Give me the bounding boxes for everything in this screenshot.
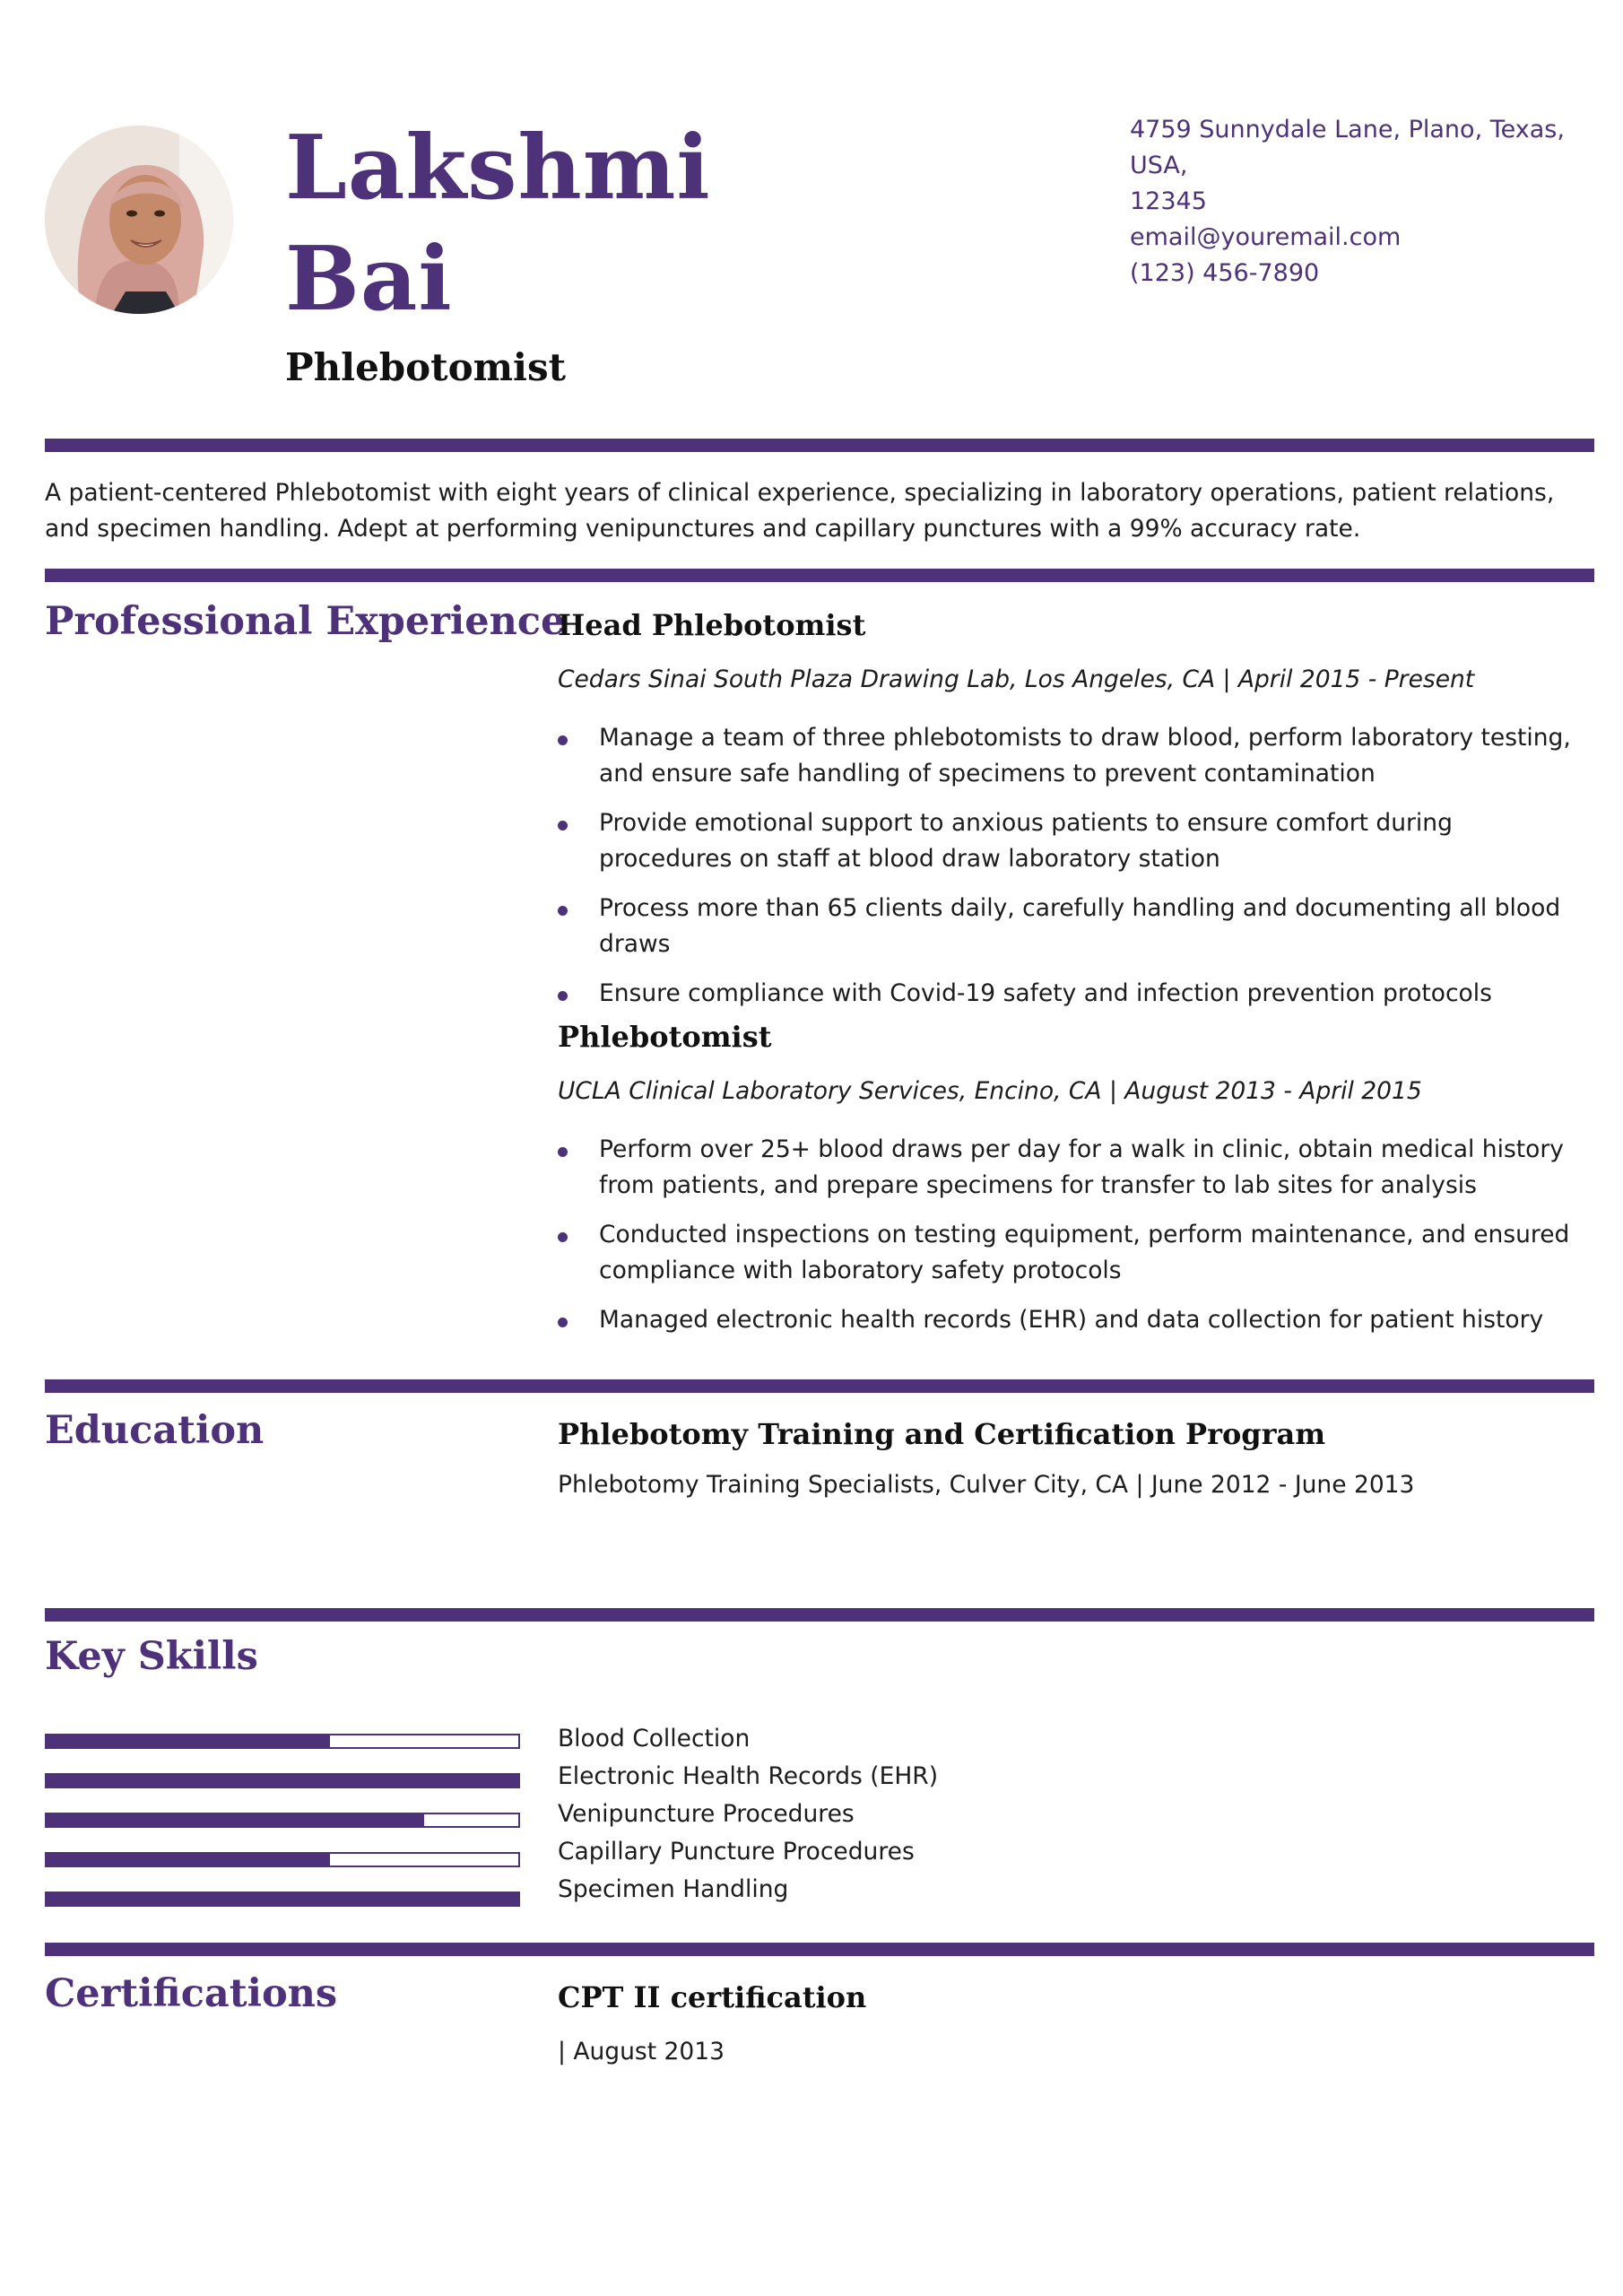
- job-employer-dates: UCLA Clinical Laboratory Services, Encino, CA | August 2013 - April 2015: [558, 1077, 1422, 1105]
- person-avatar-icon: [45, 126, 233, 314]
- skill-level-fill: [47, 1893, 518, 1905]
- bullet-dot-icon: [558, 735, 568, 745]
- skill-name: Venipuncture Procedures: [558, 1800, 855, 1828]
- skill-name: Specimen Handling: [558, 1875, 789, 1903]
- bullet-dot-icon: [558, 991, 568, 1001]
- bullet-dot-icon: [558, 821, 568, 831]
- bullet-text: Managed electronic health records (EHR) and data collection for patient history: [599, 1306, 1544, 1334]
- job-employer-dates: Cedars Sinai South Plaza Drawing Lab, Los Angeles, CA | April 2015 - Present: [558, 665, 1475, 693]
- address-line-1: 4759 Sunnydale Lane, Plano, Texas, USA,: [1130, 116, 1565, 179]
- phone-number[interactable]: (123) 456-7890: [1130, 259, 1320, 287]
- bullet-item: [558, 976, 1571, 1012]
- divider-rule: [45, 1943, 1594, 1956]
- last-name: Bai: [285, 228, 453, 331]
- bullet-text: Perform over 25+ blood draws per day for a walk in clinic, obtain medical history from patients, and prepare specimens for transfer to lab sites for analysis: [599, 1135, 1564, 1199]
- bullet-dot-icon: [558, 906, 568, 916]
- divider-rule: [45, 569, 1594, 582]
- certification-date: | August 2013: [558, 2038, 725, 2066]
- skill-level-fill: [47, 1854, 330, 1866]
- skill-level-bar: [45, 1734, 520, 1749]
- skill-level-bar: [45, 1813, 520, 1828]
- skill-level-fill: [47, 1814, 424, 1826]
- skill-level-fill: [47, 1775, 518, 1787]
- bullet-item: [558, 891, 1571, 962]
- job-title-heading: Phlebotomist: [558, 1020, 772, 1054]
- candidate-name: [285, 113, 711, 335]
- profile-photo: [45, 126, 233, 314]
- skill-name: Electronic Health Records (EHR): [558, 1762, 939, 1790]
- job-entry: [558, 608, 1571, 1025]
- skill-level-fill: [47, 1735, 330, 1747]
- job-entry: [558, 1020, 1571, 1352]
- bullet-item: [558, 1217, 1571, 1289]
- job-title-heading: Head Phlebotomist: [558, 608, 866, 642]
- skill-level-bar: [45, 1852, 520, 1867]
- bullet-text: Conducted inspections on testing equipment, perform maintenance, and ensured compliance with laboratory safety protocols: [599, 1221, 1570, 1284]
- skill-name: Capillary Puncture Procedures: [558, 1838, 915, 1866]
- divider-rule: [45, 1379, 1594, 1393]
- divider-rule: [45, 439, 1594, 452]
- bullet-dot-icon: [558, 1232, 568, 1242]
- bullet-dot-icon: [558, 1147, 568, 1157]
- address-line-2: 12345: [1130, 187, 1207, 215]
- email-address[interactable]: email@youremail.com: [1130, 223, 1402, 251]
- bullet-dot-icon: [558, 1318, 568, 1327]
- profile-summary: A patient-centered Phlebotomist with eight years of clinical experience, specializing in laboratory operations, patient relations, and specimen handling. Adept at performing venipunctures and capillary punctures with a 99% accuracy rate.: [45, 479, 1555, 543]
- experience-heading: Professional Experience: [45, 599, 566, 644]
- bullet-item: [558, 805, 1571, 877]
- bullet-text: Manage a team of three phlebotomists to draw blood, perform laboratory testing, and ensure safe handling of specimens to prevent contamination: [599, 724, 1571, 787]
- skill-name: Blood Collection: [558, 1725, 751, 1752]
- bullet-item: [558, 1132, 1571, 1204]
- divider-rule: [45, 1608, 1594, 1622]
- first-name: Lakshmi: [285, 117, 711, 220]
- bullet-text: Ensure compliance with Covid-19 safety and infection prevention protocols: [599, 979, 1492, 1007]
- bullet-item: [558, 720, 1571, 792]
- contact-info: [1130, 112, 1596, 291]
- education-entry: [558, 1417, 1571, 1499]
- bullet-text: Process more than 65 clients daily, carefully handling and documenting all blood draws: [599, 894, 1561, 958]
- skill-level-bars: [45, 1734, 520, 1931]
- certification-entry: [558, 1980, 1571, 2066]
- bullet-item: [558, 1302, 1571, 1338]
- skills-heading: Key Skills: [45, 1634, 258, 1679]
- skill-level-bar: [45, 1892, 520, 1907]
- bullet-text: Provide emotional support to anxious patients to ensure comfort during procedures on staff at blood draw laboratory station: [599, 809, 1453, 873]
- job-title: Phlebotomist: [285, 345, 567, 389]
- certification-name: CPT II certification: [558, 1980, 867, 2014]
- education-program: Phlebotomy Training and Certification Program: [558, 1417, 1326, 1451]
- job-bullets: [558, 1132, 1571, 1338]
- education-details: Phlebotomy Training Specialists, Culver City, CA | June 2012 - June 2013: [558, 1471, 1415, 1499]
- education-heading: Education: [45, 1408, 265, 1453]
- job-bullets: [558, 720, 1571, 1012]
- certifications-heading: Certifications: [45, 1971, 338, 2016]
- skill-level-bar: [45, 1773, 520, 1788]
- skill-names-list: [558, 1720, 938, 1909]
